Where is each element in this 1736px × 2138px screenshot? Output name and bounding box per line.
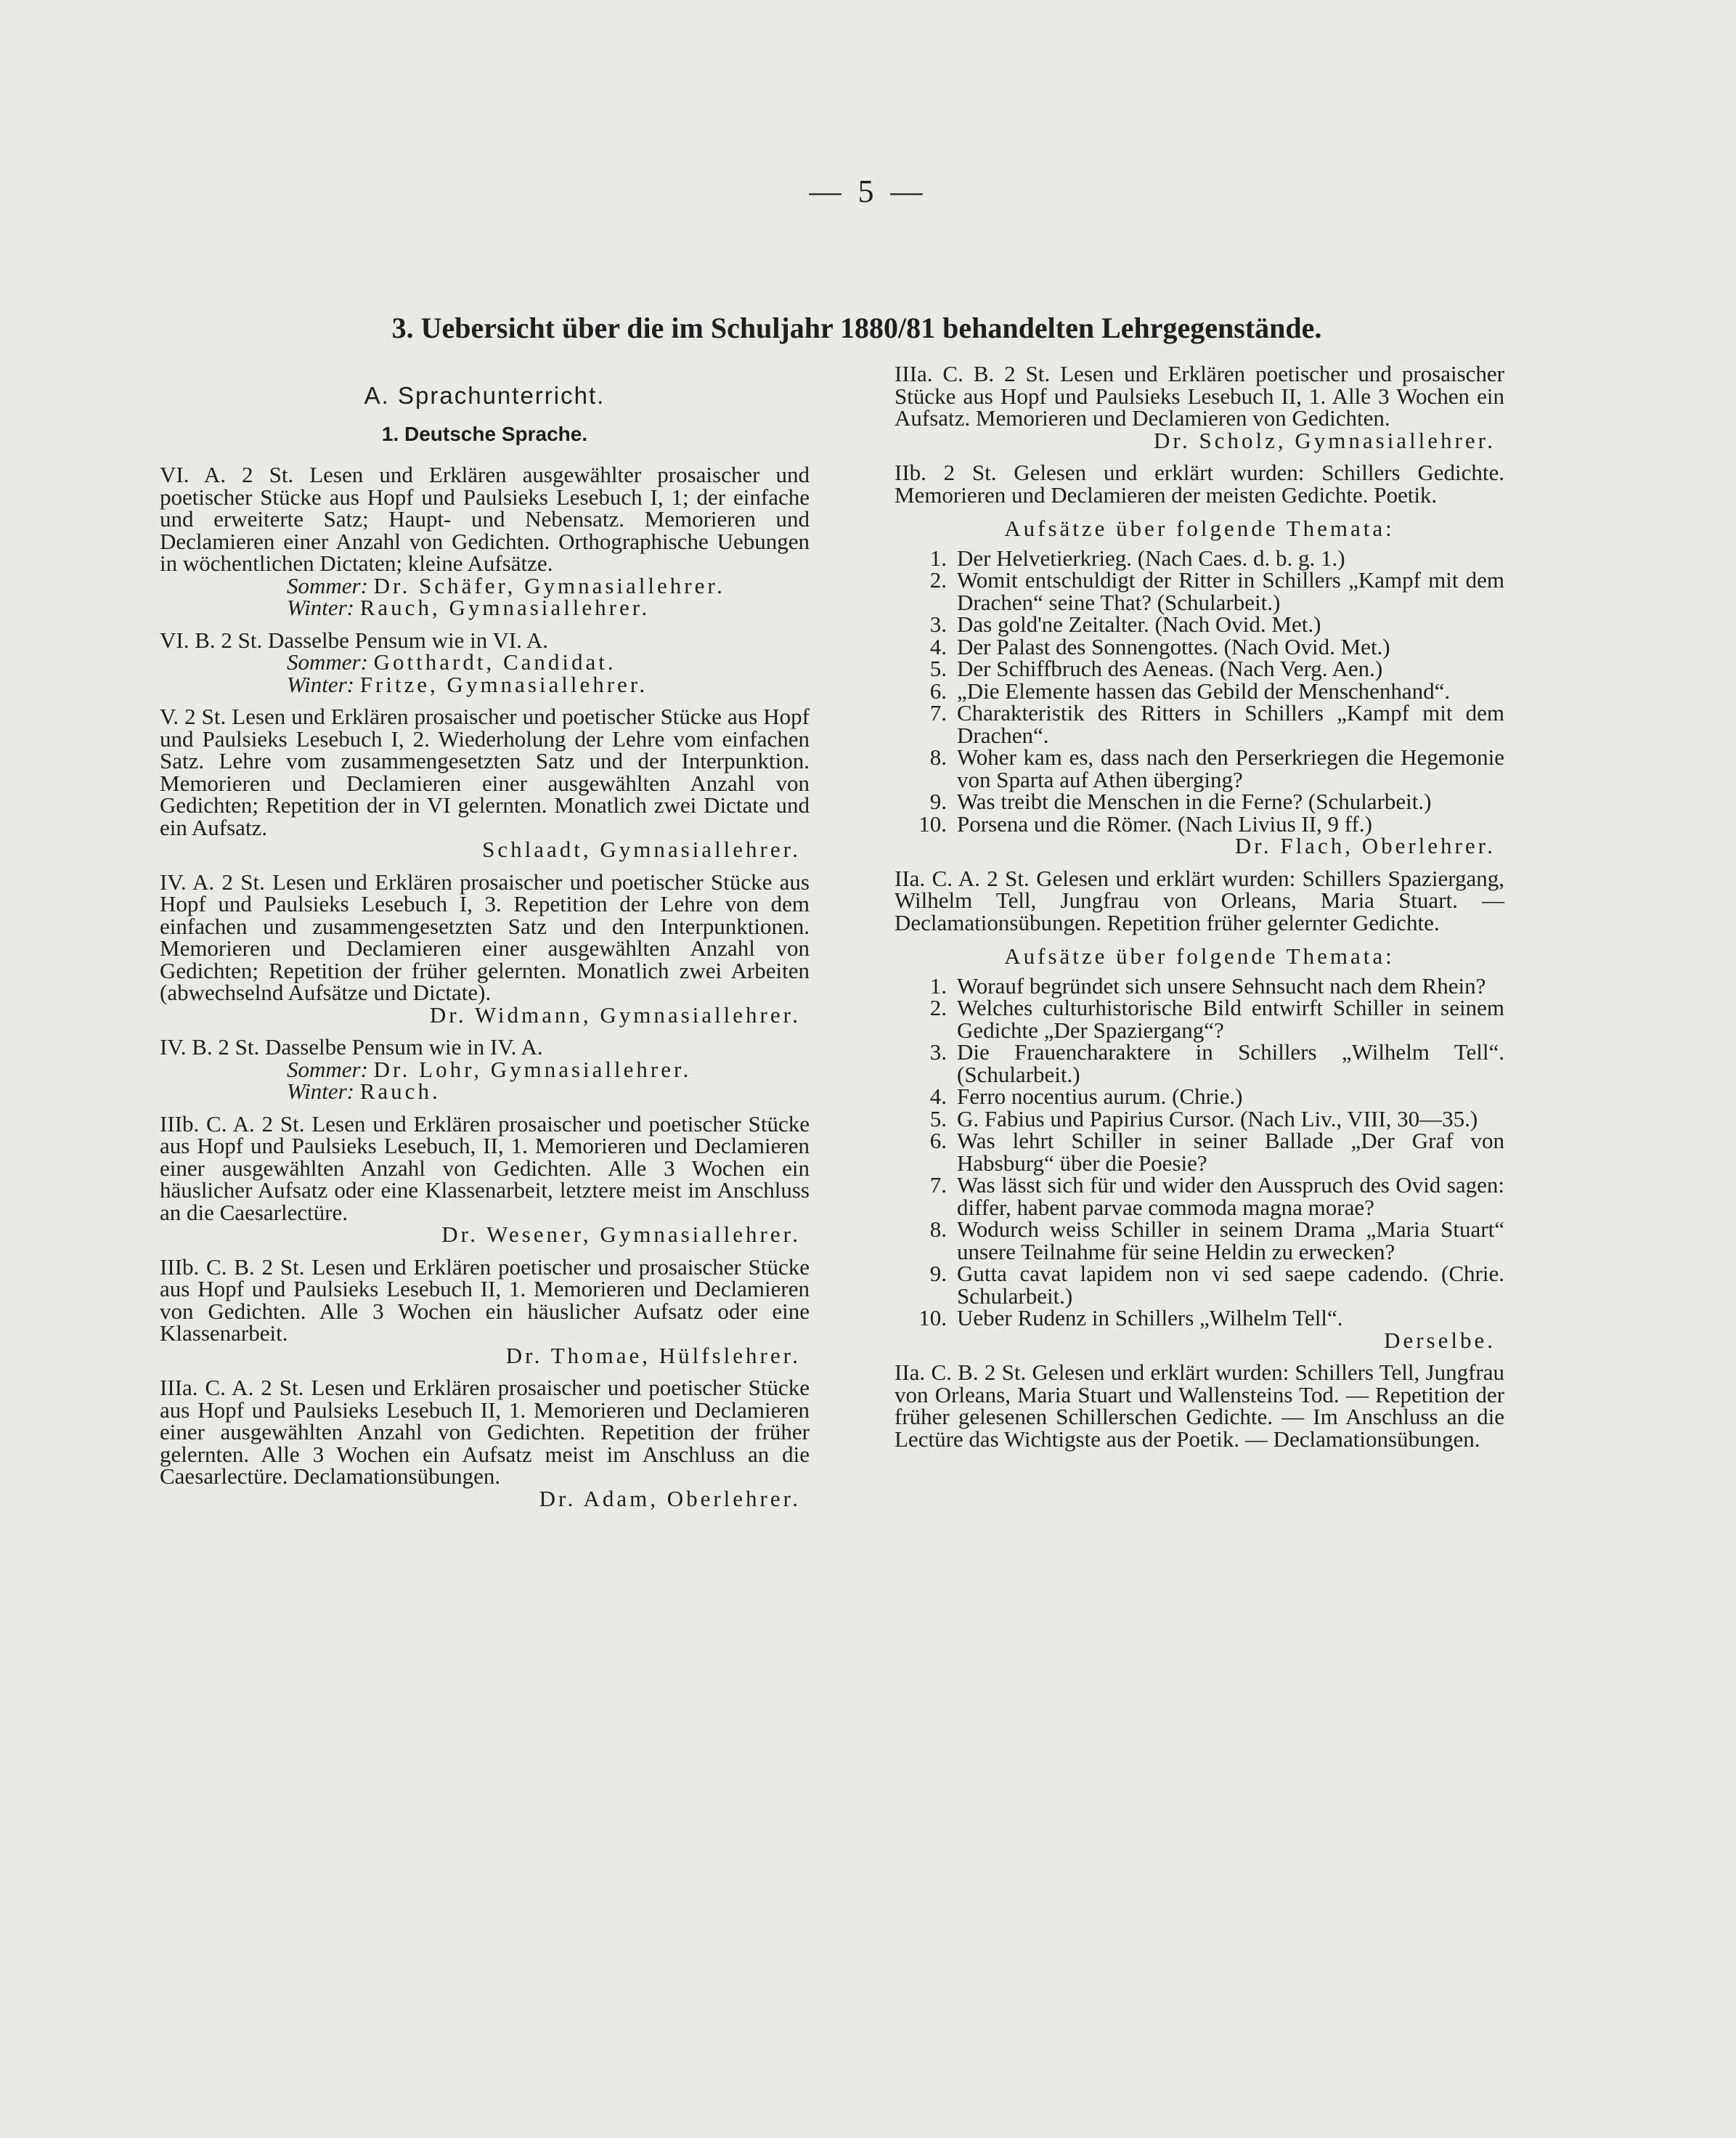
subheading-deutsche-sprache: 1. Deutsche Sprache. [381, 422, 588, 445]
teacher-signature: Dr. Widmann, Gymnasiallehrer. [429, 1001, 801, 1028]
teacher-signature: Derselbe. [1384, 1327, 1496, 1353]
teacher-line: Sommer: Dr. Lohr, Gymnasiallehrer. [287, 1056, 692, 1082]
list-item: 9. Gutta cavat lapidem non vi sed saepe cadendo. (Chrie. Schularbeit.) [929, 1261, 1504, 1309]
teacher-signature: Dr. Scholz, Gymnasiallehrer. [1154, 427, 1496, 453]
list-item: 5. Der Schiffbruch des Aeneas. (Nach Verg. Aen.) [929, 656, 1383, 681]
teacher-signature: Dr. Thomae, Hülfslehrer. [505, 1342, 801, 1368]
entry-text: IIIa. C. A. 2 St. Lesen und Erklären prosaischer und poetischer Stücke aus Hopf und Paulsieks Lesebuch II, 1. Memorieren und Declamieren einer ausgewählten Anzahl von Gedichten. Repetition der früher gelernten. Alle 3 Wochen ein Aufsatz meist im Anschluss an die Caesarlectüre. Declamationsübungen. [160, 1375, 810, 1489]
teacher-line: Sommer: Gotthardt, Candidat. [287, 649, 616, 675]
entry-iiib-ca [160, 1110, 810, 1247]
entry-text: IIIb. C. A. 2 St. Lesen und Erklären prosaischer und poetischer Stücke aus Hopf und Paulsieks Lesebuch, II, 1. Memorieren und Declamieren einer ausgewählten Anzahl von Gedichten. Alle 3 Wochen ein häuslicher Aufsatz oder eine Klassenarbeit, letztere meist im Anschluss an die Caesarlectüre. [160, 1110, 810, 1225]
entry-text: IIIa. C. B. 2 St. Lesen und Erklären poetischer und prosaischer Stücke aus Hopf und Paulsieks Lesebuch II, 1. Alle 3 Wochen ein Aufsatz. Memorieren und Declamieren von Gedichten. [895, 361, 1504, 431]
entry-text: V. 2 St. Lesen und Erklären prosaischer und poetischer Stücke aus Hopf und Paulsieks Lesebuch I, 2. Wiederholung der Lehre vom einfachen Satz. Lehre vom zusammengesetzten Satz und der Interpunktion. Memorieren und Declamieren einer ausgewählten Anzahl von Gedichten; Repetition der in VI gelernten. Monatlich zwei Dictate und ein Aufsatz. [160, 704, 810, 840]
list-item: 4. Ferro nocentius aurum. (Chrie.) [929, 1084, 1243, 1109]
list-item: 10. Porsena und die Römer. (Nach Livius II, 9 ff.) [918, 810, 1372, 837]
list-item: 3. Die Frauencharaktere in Schillers „Wilhelm Tell“. (Schularbeit.) [929, 1039, 1504, 1087]
entry-iiia-cb [895, 363, 1504, 452]
themata-heading: Aufsätze über folgende Themata: [1004, 516, 1395, 541]
list-item: 10. Ueber Rudenz in Schillers „Wilhelm Tell“. [918, 1305, 1343, 1330]
list-item: 8. Woher kam es, dass nach den Perserkriegen die Hegemonie von Sparta auf Athen überging? [929, 744, 1504, 792]
subheading-sprachunterricht: A. Sprachunterricht. [364, 382, 606, 409]
entry-via [160, 464, 810, 619]
entry-text: IIa. C. A. 2 St. Gelesen und erklärt wurden: Schillers Spaziergang, Wilhelm Tell, Jungfrau von Orleans, Maria Stuart. — Declamationsübungen. Repetition früher gelernter Gedichte. [895, 865, 1504, 935]
themata-heading: Aufsätze über folgende Themata: [1004, 943, 1395, 969]
teacher-line: Winter: Fritze, Gymnasiallehrer. [287, 671, 648, 697]
entry-iia-cb [895, 1359, 1504, 1452]
entry-text: IIb. 2 St. Gelesen und erklärt wurden: Schillers Gedichte. Memorieren und Declamieren der meisten Gedichte. Poetik. [895, 460, 1504, 508]
right-column [895, 362, 1504, 1460]
entry-iiib-cb [160, 1253, 810, 1368]
entry-vib [160, 627, 810, 697]
teacher-line: Winter: Rauch. [287, 1078, 441, 1104]
left-column [160, 362, 810, 1520]
entry-v [160, 706, 810, 861]
list-item: 2. Womit entschuldigt der Ritter in Schillers „Kampf mit dem Drachen“ seine That? (Schularbeit.) [929, 567, 1504, 615]
entry-iva [160, 871, 810, 1027]
section-heading: 3. Uebersicht über die im Schuljahr 1880/81 behandelten Lehrgegenstände. [391, 312, 1322, 344]
teacher-signature: Dr. Wesener, Gymnasiallehrer. [441, 1222, 801, 1247]
list-item: 8. Wodurch weiss Schiller in seinem Drama „Maria Stuart“ unsere Teilnahme für seine Heldin zu erwecken? [929, 1216, 1504, 1264]
entry-iib [895, 462, 1504, 858]
list-item: 5. G. Fabius und Papirius Cursor. (Nach Liv., VIII, 30—35.) [929, 1105, 1478, 1131]
entry-text: VI. A. 2 St. Lesen und Erklären ausgewählter prosaischer und poetischer Stücke aus Hopf und Paulsieks Lesebuch I, 1; der einfache und erweiterte Satz; Haupt- und Nebensatz. Memorieren und Declamieren einer Anzahl von Gedichten. Orthographische Uebungen in wöchentlichen Dictaten; kleine Aufsätze. [160, 462, 810, 576]
entry-iia-ca [895, 865, 1504, 1353]
list-item: 1. Worauf begründet sich unsere Sehnsucht nach dem Rhein? [929, 972, 1486, 999]
list-item: 7. Was lässt sich für und wider den Ausspruch des Ovid sagen: differ, habent parvae commoda magna morae? [929, 1172, 1504, 1220]
entry-text: IIa. C. B. 2 St. Gelesen und erklärt wurden: Schillers Tell, Jungfrau von Orleans, Maria Stuart und Wallensteins Tod. — Repetition der früher gelesenen Schillerschen Gedichte. — Im Anschluss an die Lectüre das Wichtigste aus der Poetik. — Declamationsübungen. [895, 1359, 1504, 1452]
entry-text: IV. A. 2 St. Lesen und Erklären prosaischer und poetischer Stücke aus Hopf und Paulsieks Lesebuch I, 3. Repetition der Lehre von dem einfachen und zusammengesetzten Satz und den Interpunktionen. Memorieren und Declamieren einer ausgewählten Anzahl von Gedichten; Repetition der früher gelernten. Monatlich zwei Arbeiten (abwechselnd Aufsätze und Dictate). [160, 869, 810, 1005]
entry-ivb [160, 1036, 810, 1103]
teacher-signature: Dr. Flach, Oberlehrer. [1234, 833, 1496, 858]
themata-list [895, 972, 1504, 1330]
entry-text: VI. B. 2 St. Dasselbe Pensum wie in VI. A. [160, 627, 549, 653]
teacher-signature: Schlaadt, Gymnasiallehrer. [482, 837, 801, 862]
teacher-signature: Dr. Adam, Oberlehrer. [539, 1485, 801, 1511]
list-item: 2. Welches culturhistorische Bild entwirft Schiller in seinem Gedichte „Der Spaziergang“? [929, 995, 1504, 1043]
list-item: 7. Charakteristik des Ritters in Schillers „Kampf mit dem Drachen“. [929, 700, 1504, 748]
list-item: 3. Das gold'ne Zeitalter. (Nach Ovid. Met.) [929, 611, 1321, 637]
teacher-line: Sommer: Dr. Schäfer, Gymnasiallehrer. [287, 572, 725, 598]
list-item: 6. Was lehrt Schiller in seiner Ballade „Der Graf von Habsburg“ über die Poesie? [929, 1128, 1504, 1176]
entry-text: IV. B. 2 St. Dasselbe Pensum wie in IV. A. [160, 1034, 543, 1060]
page-number: — 5 — [809, 174, 927, 209]
list-item: 1. Der Helvetierkrieg. (Nach Caes. d. b. g. 1.) [929, 545, 1345, 571]
list-item: 4. Der Palast des Sonnengottes. (Nach Ovid. Met.) [929, 633, 1390, 659]
entry-text: IIIb. C. B. 2 St. Lesen und Erklären poetischer und prosaischer Stücke aus Hopf und Paulsieks Lesebuch II, 1. Memorieren und Declamieren von Gedichten. Alle 3 Wochen ein häuslicher Aufsatz oder eine Klassenarbeit. [160, 1253, 810, 1346]
list-item: 9. Was treibt die Menschen in die Ferne? (Schularbeit.) [929, 789, 1432, 814]
list-item: 6. „Die Elemente hassen das Gebild der Menschenhand“. [929, 678, 1451, 704]
teacher-line: Winter: Rauch, Gymnasiallehrer. [287, 595, 651, 620]
entry-iiia-ca [160, 1377, 810, 1510]
themata-list [895, 545, 1504, 837]
